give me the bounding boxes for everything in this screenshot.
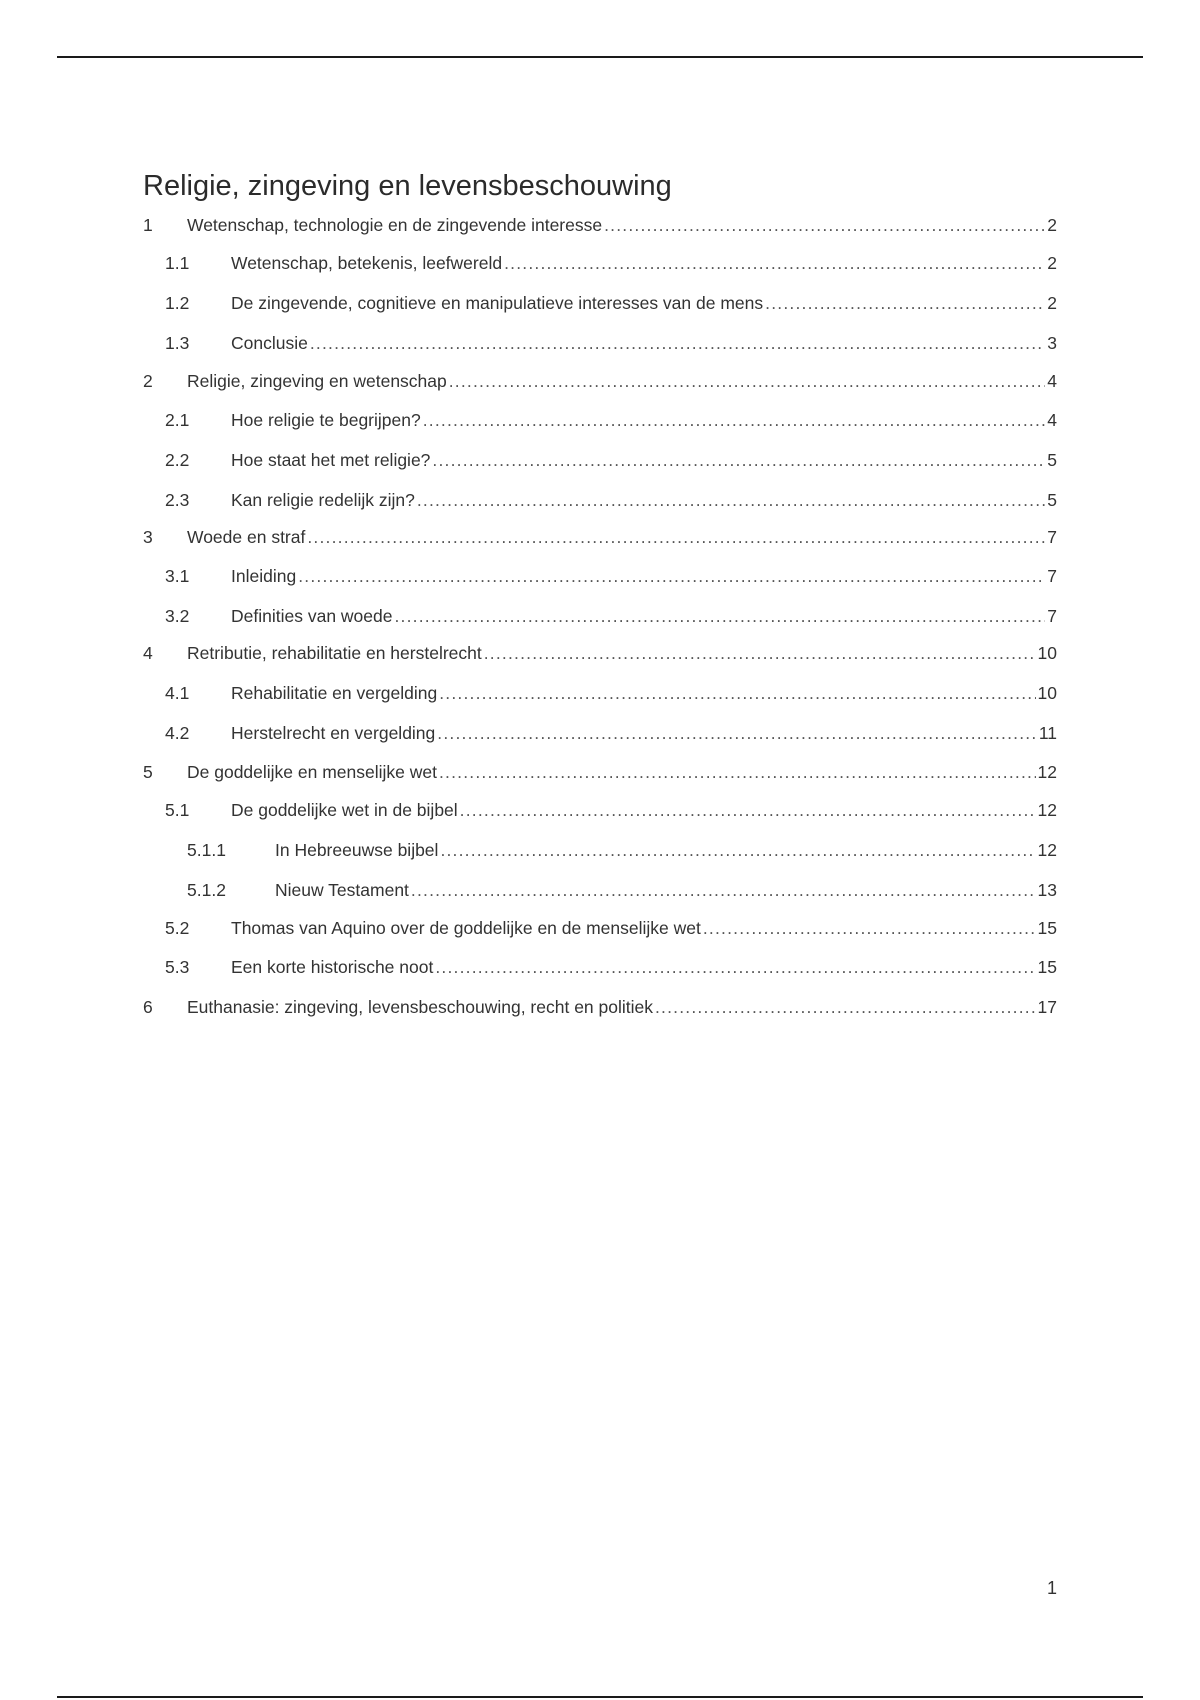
toc-page: 7 (1047, 566, 1057, 586)
dot-leader (439, 680, 1035, 706)
toc-number: 1.3 (165, 333, 190, 353)
toc-entry[interactable] (0, 680, 1200, 706)
toc-text: Kan religie redelijk zijn? (231, 490, 415, 510)
toc-page: 11 (1038, 723, 1057, 743)
header-rule (57, 56, 1143, 58)
toc-page: 10 (1037, 643, 1057, 663)
toc-entry[interactable] (0, 250, 1200, 276)
toc-page: 15 (1037, 957, 1057, 977)
dot-leader (703, 915, 1036, 941)
toc-page: 4 (1047, 410, 1057, 430)
toc-number: 3.1 (165, 566, 190, 586)
dot-leader (437, 720, 1037, 746)
toc-text: Wetenschap, betekenis, leefwereld (231, 253, 503, 273)
toc-number: 1.2 (165, 293, 190, 313)
toc-text: Herstelrecht en vergelding (231, 723, 436, 743)
toc-number: 6 (143, 997, 153, 1017)
toc-entry[interactable] (0, 797, 1200, 823)
toc-page: 15 (1037, 918, 1057, 938)
toc-entry[interactable] (0, 487, 1200, 513)
toc-entry[interactable] (0, 877, 1200, 903)
toc-number: 4.2 (165, 723, 190, 743)
toc-number: 3.2 (165, 606, 190, 626)
toc-entry[interactable] (0, 330, 1200, 356)
toc-number: 5.2 (165, 918, 190, 938)
toc-number: 1 (143, 215, 153, 235)
toc-entry[interactable] (0, 954, 1200, 980)
dot-leader (435, 954, 1035, 980)
toc-page: 12 (1037, 762, 1057, 782)
toc-page: 5 (1047, 490, 1057, 510)
dot-leader (394, 603, 1045, 629)
dot-leader (449, 368, 1046, 394)
toc-page: 7 (1047, 606, 1057, 626)
footer-rule (57, 1696, 1143, 1698)
toc-entry[interactable] (0, 640, 1200, 666)
dot-leader (439, 759, 1036, 785)
toc-number: 5.3 (165, 957, 190, 977)
toc-page: 2 (1047, 293, 1057, 313)
toc-number: 3 (143, 527, 153, 547)
toc-entry[interactable] (0, 720, 1200, 746)
toc-entry[interactable] (0, 915, 1200, 941)
dot-leader (504, 250, 1045, 276)
dot-leader (655, 994, 1036, 1020)
toc-entry[interactable] (0, 407, 1200, 433)
page-number: 1 (1046, 1578, 1057, 1598)
toc-page: 4 (1047, 371, 1057, 391)
dot-leader (484, 640, 1036, 666)
dot-leader (460, 797, 1036, 823)
toc-entry[interactable] (0, 368, 1200, 394)
toc-text: De zingevende, cognitieve en manipulatieve interesses van de mens (231, 293, 764, 313)
toc-text: Religie, zingeving en wetenschap (187, 371, 447, 391)
toc-number: 1.1 (165, 253, 190, 273)
toc-number: 5.1.2 (187, 880, 226, 900)
toc-entry[interactable] (0, 994, 1200, 1020)
toc-page: 7 (1047, 527, 1057, 547)
toc-page: 2 (1047, 253, 1057, 273)
toc-title: Religie, zingeving en levensbeschouwing (143, 170, 672, 202)
toc-page: 5 (1047, 450, 1057, 470)
toc-page: 3 (1047, 333, 1057, 353)
toc-text: Nieuw Testament (275, 880, 409, 900)
dot-leader (432, 447, 1045, 473)
toc-entry[interactable] (0, 759, 1200, 785)
toc-number: 2.1 (165, 410, 190, 430)
toc-number: 2.3 (165, 490, 190, 510)
toc-entry[interactable] (0, 524, 1200, 550)
toc-entry[interactable] (0, 837, 1200, 863)
toc-text: Retributie, rehabilitatie en herstelrecht (187, 643, 482, 663)
toc-text: Rehabilitatie en vergelding (231, 683, 438, 703)
toc-entry[interactable] (0, 603, 1200, 629)
toc-text: Inleiding (231, 566, 297, 586)
toc-text: De goddelijke wet in de bijbel (231, 800, 458, 820)
toc-number: 5 (143, 762, 153, 782)
toc-text: In Hebreeuwse bijbel (275, 840, 439, 860)
toc-page: 2 (1047, 215, 1057, 235)
toc-entry[interactable] (0, 290, 1200, 316)
toc-text: De goddelijke en menselijke wet (187, 762, 437, 782)
toc-page: 10 (1037, 683, 1057, 703)
toc-text: Een korte historische noot (231, 957, 434, 977)
dot-leader (417, 487, 1045, 513)
dot-leader (440, 837, 1035, 863)
toc-text: Definities van woede (231, 606, 393, 626)
toc-text: Woede en straf (187, 527, 306, 547)
dot-leader (604, 212, 1045, 238)
toc-text: Hoe religie te begrijpen? (231, 410, 421, 430)
dot-leader (310, 330, 1045, 356)
toc-number: 2 (143, 371, 153, 391)
toc-page: 17 (1037, 997, 1057, 1017)
toc-entry[interactable] (0, 447, 1200, 473)
toc-text: Euthanasie: zingeving, levensbeschouwing, recht en politiek (187, 997, 653, 1017)
toc-number: 2.2 (165, 450, 190, 470)
toc-number: 4.1 (165, 683, 190, 703)
toc-text: Hoe staat het met religie? (231, 450, 431, 470)
toc-text: Thomas van Aquino over de goddelijke en de menselijke wet (231, 918, 701, 938)
dot-leader (298, 563, 1045, 589)
toc-text: Wetenschap, technologie en de zingevende interesse (187, 215, 603, 235)
toc-page: 12 (1037, 800, 1057, 820)
toc-number: 5.1.1 (187, 840, 226, 860)
dot-leader (765, 290, 1045, 316)
toc-page: 13 (1037, 880, 1057, 900)
toc-number: 5.1 (165, 800, 190, 820)
toc-page: 12 (1037, 840, 1057, 860)
toc-number: 4 (143, 643, 153, 663)
toc-entry[interactable] (0, 563, 1200, 589)
dot-leader (411, 877, 1036, 903)
toc-entry[interactable] (0, 212, 1200, 238)
dot-leader (307, 524, 1045, 550)
dot-leader (423, 407, 1046, 433)
toc-text: Conclusie (231, 333, 308, 353)
